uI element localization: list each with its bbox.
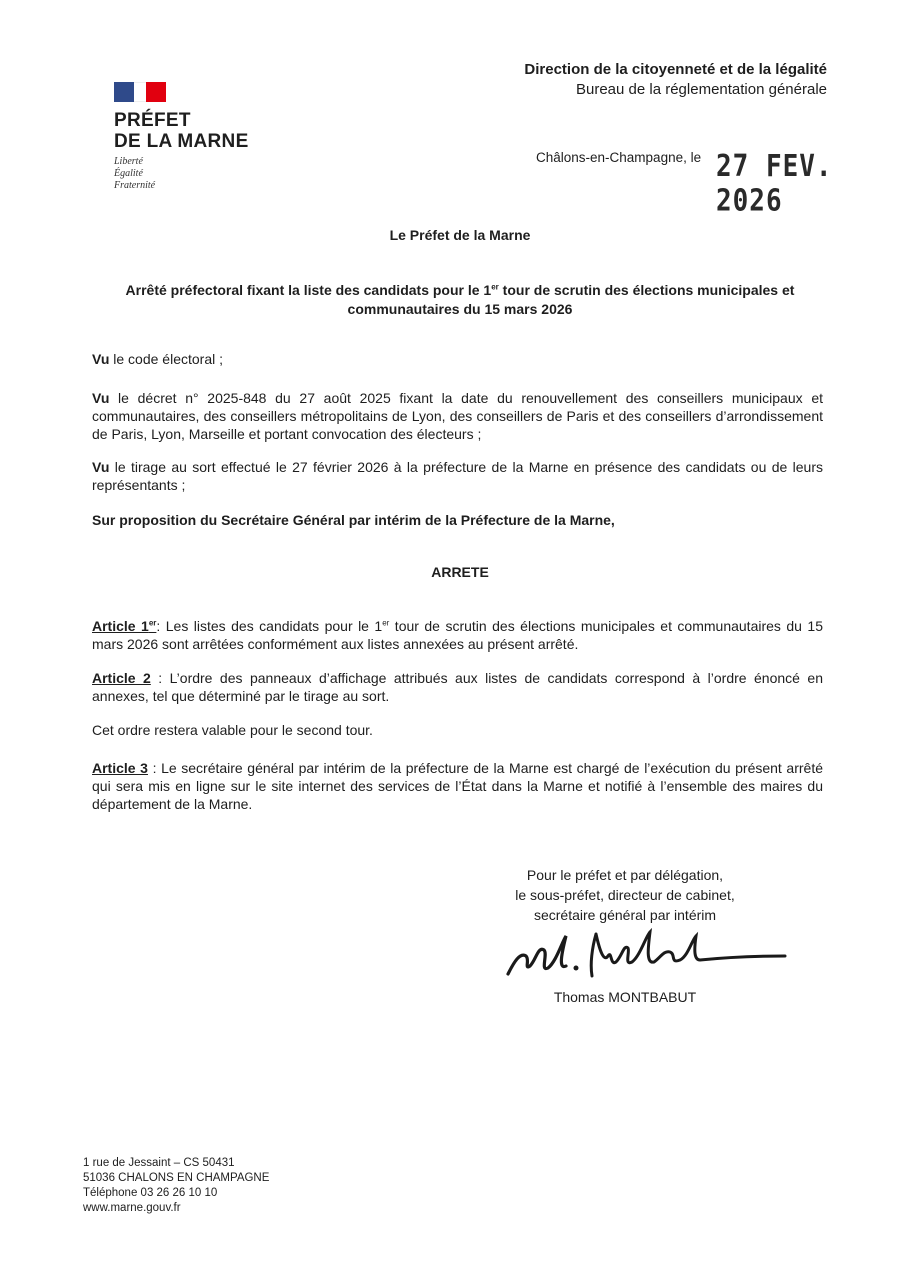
direction-title: Direction de la citoyenneté et de la légalité (524, 61, 827, 78)
signer-name: Thomas MONTBABUT (553, 989, 697, 1005)
issuing-department (524, 60, 827, 100)
article-2-label: Article 2 (92, 670, 151, 686)
prefecture-logo (114, 82, 249, 192)
article-3: Article 3 : Le secrétaire général par intérim de la préfecture de la Marne est chargé de l’exécution du présent arrêté qui sera mis en ligne sur le site internet des services de l’État dans la Marne et notifié à l’ensemble des maires du département de la Marne. (92, 760, 824, 812)
article-3-label: Article 3 (92, 760, 148, 776)
french-flag-icon (114, 82, 166, 102)
date-stamp: 27 FEV. 2026 (716, 149, 833, 219)
second-tour-note: Cet ordre restera valable pour le second tour. (92, 722, 373, 738)
logo-title: PRÉFET DE LA MARNE (114, 110, 249, 152)
delegation-block: Pour le préfet et par délégation, le sous-préfet, directeur de cabinet, secrétaire général par intérim (515, 867, 735, 923)
authority-title: Le Préfet de la Marne (389, 227, 531, 243)
consideration-3: Vu le tirage au sort effectué le 27 février 2026 à la préfecture de la Marne en présence des candidats ou de leurs représentants ; (92, 459, 823, 493)
handwritten-signature (500, 922, 800, 982)
consideration-1: Vu le code électoral ; (92, 351, 223, 367)
proposition: Sur proposition du Secrétaire Général par intérim de la Préfecture de la Marne, (92, 512, 615, 528)
republic-motto: Liberté Égalité Fraternité (114, 156, 156, 191)
footer-address: 1 rue de Jessaint – CS 50431 51036 CHALONS EN CHAMPAGNE Téléphone 03 26 26 10 10 www.marne.gouv.fr (83, 1157, 270, 1214)
article-2: Article 2 : L’ordre des panneaux d’affichage attribués aux listes de candidats correspond à l’ordre énoncé en annexes, tel que déterminé par le tirage au sort. (92, 670, 823, 704)
consideration-2: Vu le décret n° 2025-848 du 27 août 2025 fixant la date du renouvellement des conseillers municipaux et communautaires, des conseillers métropolitains de Lyon, des conseillers de Paris et des conseillers d’arrondissement de Paris, Lyon, Marseille et portant convocation des électeurs ; (92, 390, 823, 442)
decree-subject: Arrêté préfectoral fixant la liste des candidats pour le 1er tour de scrutin des élections municipales et communautaires du 15 mars 2026 (125, 282, 795, 317)
bureau-title: Bureau de la réglementation générale (575, 81, 827, 98)
arrete-heading: ARRETE (431, 564, 489, 580)
website-link[interactable]: www.marne.gouv.fr (83, 1202, 181, 1214)
article-1-label: Article 1er (92, 618, 157, 634)
article-1: Article 1er: Les listes des candidats pour le 1er tour de scrutin des élections municipales et communautaires du 15 mars 2026 sont arrêtées conformément aux listes annexées au présent arrêté. (92, 618, 823, 652)
place-label: Châlons-en-Champagne, le (536, 150, 702, 165)
